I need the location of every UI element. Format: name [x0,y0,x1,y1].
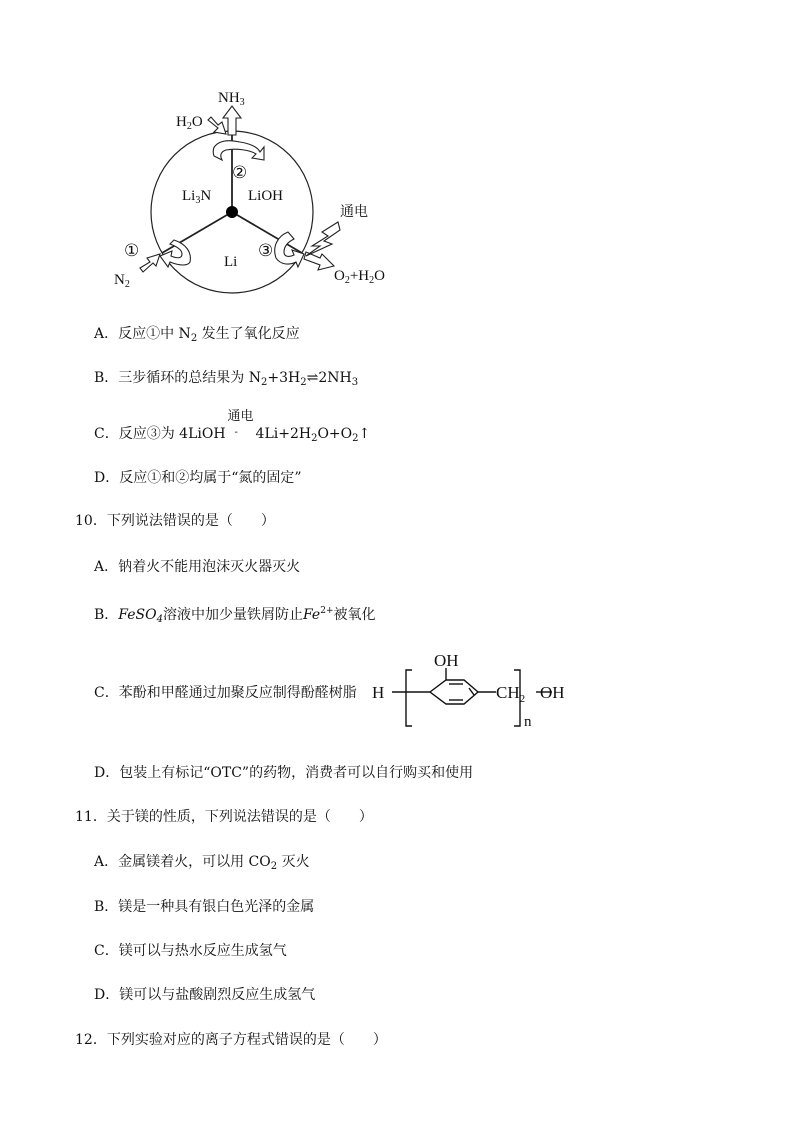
phenolic-resin-structure [370,650,600,730]
q11-stem: 11．关于镁的性质，下列说法错误的是（ ） [75,809,373,825]
q9-option-c[interactable]: C．反应③为 4LiOH 通电 - $4Li+2H_2O+O_2↑$ [94,409,371,444]
q10-option-b[interactable]: B．FeSO$_4$溶液中加少量铁屑防止$Fe^{2+}$被氧化 [94,606,376,625]
label-step2: ② [232,163,248,182]
label-electrify: 通电 [340,204,368,220]
q12-stem: 12．下列实验对应的离子方程式错误的是（ ） [75,1032,387,1048]
resin-n: n [524,714,532,730]
bracket-left [406,670,412,726]
label-n2: $N_2$ [114,272,130,290]
n2-in-arrow-icon [140,254,160,272]
label-lioh: LiOH [248,188,283,204]
q11-option-b[interactable]: B．镁是一种具有银白色光泽的金属 [94,899,315,915]
label-step1: ① [124,241,140,260]
q10-option-a[interactable]: A．钠着火不能用泡沫灭火器灭火 [94,559,301,575]
h2o-in-arrow-icon [208,117,226,134]
q11-option-d[interactable]: D．镁可以与盐酸剧烈反应生成氢气 [94,987,316,1003]
resin-oh-top: OH [434,651,459,670]
q10-option-c[interactable]: C．苯酚和甲醛通过加聚反应制得酚醛树脂 [94,685,357,701]
step2-curved-arrow-icon [213,141,264,160]
label-li: Li [224,254,238,270]
center-dot [226,206,238,218]
q9-option-a[interactable]: A．反应①中 $N_2$ 发生了氧化反应 [94,326,300,344]
q11-option-a[interactable]: A．金属镁着火，可以用 $CO_2$ 灭火 [94,854,310,872]
step1-curved-arrow-icon [160,240,190,267]
label-li3n: $Li_3N$ [182,188,212,206]
q10-option-d[interactable]: D．包装上有标记“OTC”的药物，消费者可以自行购买和使用 [94,765,474,781]
li-cycle-diagram [0,0,794,300]
step3-curved-arrow-icon [275,232,304,267]
divider-left [162,212,232,253]
reaction-condition: 通电 - [227,409,254,438]
resin-ch2: $CH_2$ [496,683,526,705]
q11-option-c[interactable]: C．镁可以与热水反应生成氢气 [94,943,287,959]
resin-oh-end: OH [540,683,565,702]
label-nh3: $NH_3$ [218,90,245,108]
label-products: $O_2+H_2O$ [334,268,385,286]
q9-option-b[interactable]: B．三步循环的总结果为 $N_2+3H_2\rightleftharpoons 2NH_3$ [94,370,359,388]
resin-h: H [372,683,385,702]
label-step3: ③ [258,241,274,260]
q9-option-d[interactable]: D．反应①和②均属于“氮的固定” [94,470,302,486]
label-h2o: $H_2O$ [176,114,203,132]
q10-stem: 10．下列说法错误的是（ ） [75,513,275,529]
